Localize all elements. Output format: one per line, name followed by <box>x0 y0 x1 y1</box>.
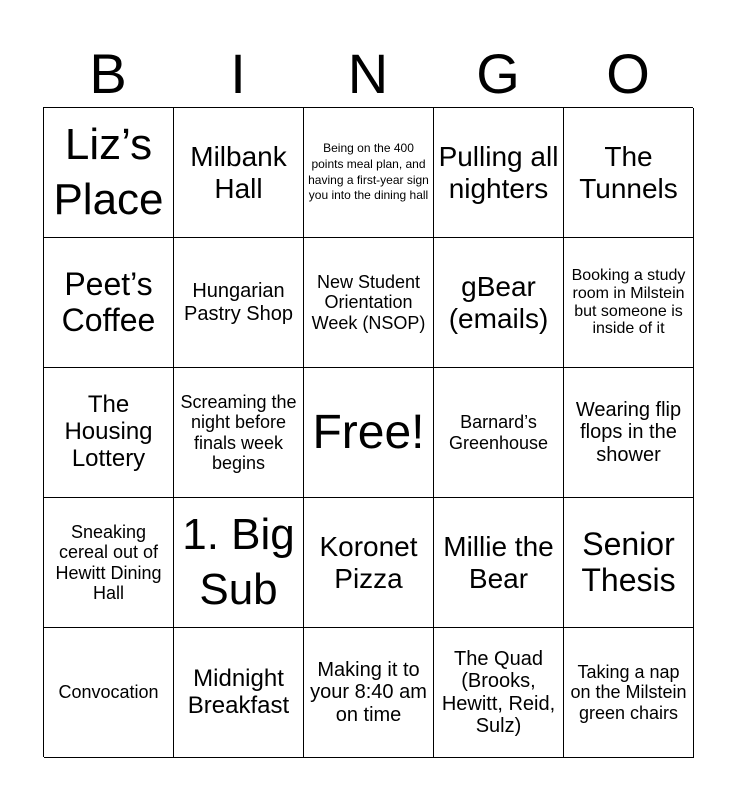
bingo-cell[interactable]: Senior Thesis <box>564 498 694 628</box>
bingo-cell[interactable]: Screaming the night before finals week begins <box>174 368 304 498</box>
header-letter-b: B <box>89 42 127 105</box>
bingo-cell[interactable]: Milbank Hall <box>174 108 304 238</box>
bingo-cell[interactable]: gBear (emails) <box>434 238 564 368</box>
bingo-cell[interactable]: New Student Orientation Week (NSOP) <box>304 238 434 368</box>
bingo-cell[interactable]: Sneaking cereal out of Hewitt Dining Hall <box>44 498 174 628</box>
bingo-header <box>43 40 693 108</box>
header-letter-o: O <box>606 42 650 105</box>
bingo-cell[interactable]: Peet’s Coffee <box>44 238 174 368</box>
bingo-cell[interactable]: The Tunnels <box>564 108 694 238</box>
bingo-cell[interactable]: Convocation <box>44 628 174 758</box>
bingo-cell[interactable]: Hungarian Pastry Shop <box>174 238 304 368</box>
bingo-cell[interactable]: 1. Big Sub <box>174 498 304 628</box>
bingo-cell[interactable]: Pulling all nighters <box>434 108 564 238</box>
bingo-cell[interactable]: Koronet Pizza <box>304 498 434 628</box>
bingo-cell[interactable]: Liz’s Place <box>44 108 174 238</box>
bingo-cell[interactable]: The Housing Lottery <box>44 368 174 498</box>
bingo-cell[interactable]: The Quad (Brooks, Hewitt, Reid, Sulz) <box>434 628 564 758</box>
bingo-cell[interactable]: Millie the Bear <box>434 498 564 628</box>
bingo-cell[interactable]: Taking a nap on the Milstein green chairs <box>564 628 694 758</box>
bingo-cell[interactable]: Wearing flip flops in the shower <box>564 368 694 498</box>
header-letter-i: I <box>230 42 246 105</box>
bingo-board <box>43 107 693 757</box>
free-cell[interactable]: Free! <box>304 368 434 498</box>
header-letter-n: N <box>347 42 389 105</box>
bingo-cell[interactable]: Booking a study room in Milstein but someone is inside of it <box>564 238 694 368</box>
bingo-cell[interactable]: Midnight Breakfast <box>174 628 304 758</box>
bingo-cell[interactable]: Being on the 400 points meal plan, and having a first-year sign you into the dining hall <box>304 108 434 238</box>
bingo-cell[interactable]: Barnard’s Greenhouse <box>434 368 564 498</box>
bingo-cell[interactable]: Making it to your 8:40 am on time <box>304 628 434 758</box>
header-letter-g: G <box>476 42 520 105</box>
